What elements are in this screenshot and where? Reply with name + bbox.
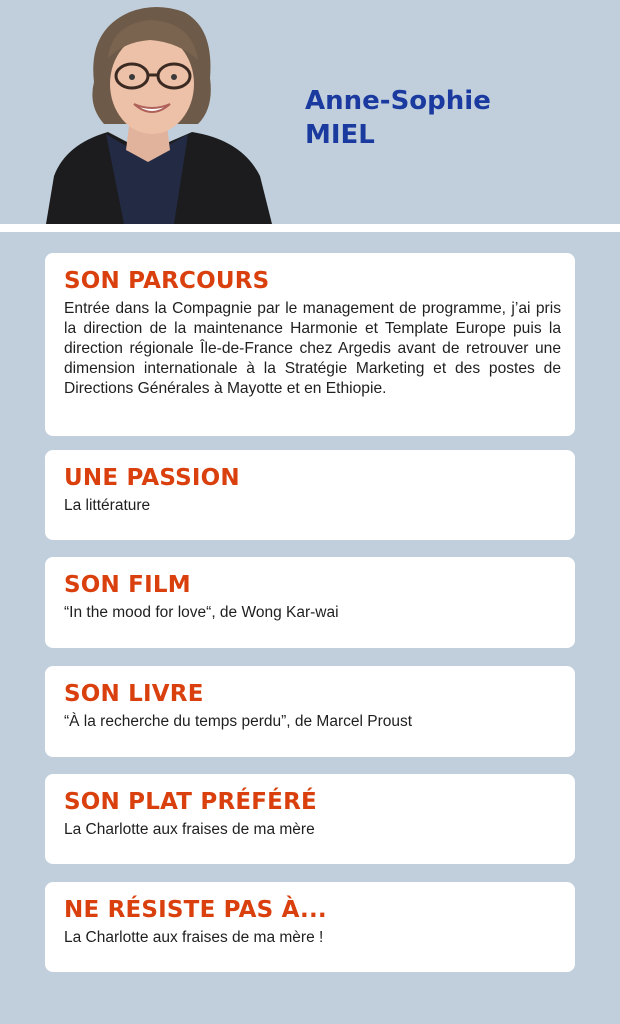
section-heading: SON LIVRE xyxy=(64,681,204,707)
first-name: Anne-Sophie xyxy=(305,86,491,116)
section-card-resiste xyxy=(45,882,575,972)
section-text: La Charlotte aux fraises de ma mère ! xyxy=(64,929,324,946)
section-text: La Charlotte aux fraises de ma mère xyxy=(64,821,315,838)
section-card-plat xyxy=(45,774,575,864)
profile-header xyxy=(0,0,620,224)
person-name xyxy=(305,84,491,152)
section-heading: SON FILM xyxy=(64,572,191,598)
section-heading: UNE PASSION xyxy=(64,465,240,491)
header-divider xyxy=(0,224,620,232)
section-text: La littérature xyxy=(64,497,151,514)
section-text: Entrée dans la Compagnie par le management de programme, j’ai pris la direction de la maintenance Harmonie et Template Europe puis la direction régionale Île-de-France chez Argedis avant de retrouver une dimension internationale à la Stratégie Marketing et des postes de Directions Générales à Mayotte et en Ethiopie. xyxy=(64,300,561,397)
section-heading: SON PARCOURS xyxy=(64,268,270,294)
section-card-passion xyxy=(45,450,575,540)
section-card-film xyxy=(45,557,575,648)
portrait-photo xyxy=(46,0,272,224)
section-heading: SON PLAT PRÉFÉRÉ xyxy=(64,789,317,815)
last-name: MIEL xyxy=(305,120,375,150)
section-card-livre xyxy=(45,666,575,757)
section-text: “In the mood for love“, de Wong Kar-wai xyxy=(64,604,339,621)
section-card-parcours xyxy=(45,253,575,436)
portrait-icon xyxy=(46,0,272,224)
section-text: “À la recherche du temps perdu”, de Marcel Proust xyxy=(64,713,413,730)
section-heading: NE RÉSISTE PAS À... xyxy=(64,897,327,923)
